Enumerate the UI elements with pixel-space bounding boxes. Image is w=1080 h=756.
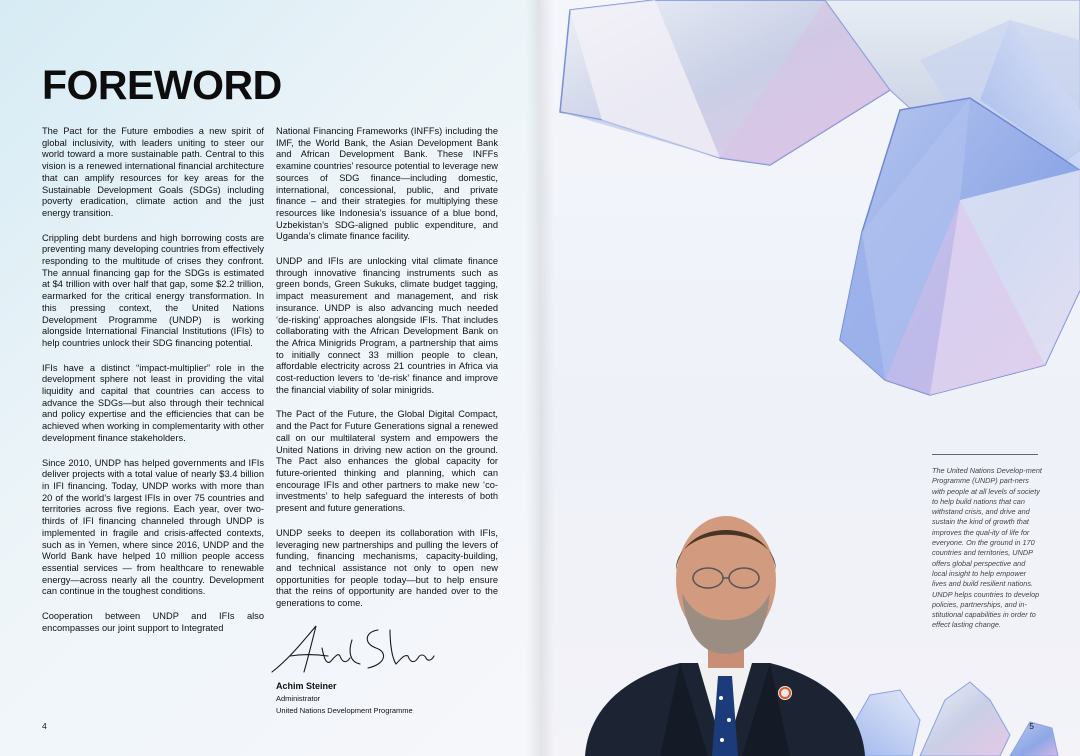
divider [932, 454, 1038, 455]
paragraph: Since 2010, UNDP has helped governments and IFIs deliver projects with a total value of nearly $3.4 billion in IFI financing. Today, UNDP works with more than 20 of the world’s largest IFIs in over 75 countries and territories across five regions. Each year, over two-thirds of IFI financing channeled through UNDP is implemented in fragile and crisis-affected contexts, such as in Yemen, where since 2016, UNDP and the World Bank have helped 10 million people access essential services — from healthcare to renewable energy—across nearly all the country. Development can continue in the toughest conditions. [42, 457, 264, 597]
signatory-organization: United Nations Development Programme [276, 706, 413, 715]
paragraph: IFIs have a distinct “impact-multiplier” role in the development sphere not least in providing the vital liquidity and capital that countries can access to advance the SDGs—but also through their technical and policy expertise and the efficiencies that can be achieved when working in complementarity with other development finance stakeholders. [42, 362, 264, 443]
paragraph: UNDP seeks to deepen its collaboration with IFIs, leveraging new partnerships and pulling the levers of funding, financing mechanisms, capacity-building, and technical assistance not only to open new opportunities for people today—but to help ensure that the reins of opportunity are handed over to the generations to come. [276, 527, 498, 609]
book-spine-shadow [526, 0, 554, 756]
signatory-name: Achim Steiner [276, 681, 337, 691]
page-number-right: 5 [1029, 721, 1034, 731]
paragraph: National Financing Frameworks (INFFs) including the IMF, the World Bank, the Asian Development Bank and African Development Bank. These INFFs examine countries’ resource potential to leverage new sources of SDG finance—including domestic, international, concessional, public, and private finance – and their strategies for multiplying these resources like Indonesia’s issuance of a blue bond, Uzbekistan’s SDG-aligned public expenditure, and Uganda’s climate finance facility. [276, 126, 498, 242]
page-number-left: 4 [42, 721, 47, 731]
paragraph: The Pact of the Future, the Global Digital Compact, and the Pact for Future Generations signal a renewed call on our multilateral system and empowers the United Nations in driving new action on the ground. The Pact also enhances the global capacity for future-oriented thinking and planning, which can encourage IFIs and other partners to make new ‘co-investments’ to help safeguard the interests of both present and future generations. [276, 409, 498, 514]
portrait-photo [580, 488, 870, 756]
paragraph: UNDP and IFIs are unlocking vital climate finance through innovative financing instruments such as green bonds, Green Sukuks, climate budget tagging, impact measurement and management, and risk insurance. UNDP is also advancing much needed ‘de-risking’ approaches alongside IFIs. That includes collaborating with the African Development Bank on the Africa Minigrids Program, a partnership that aims to initially connect 33 million people to clean, affordable electricity across 21 countries in Africa via cost-reduction levers to ‘de-risk’ finance and improve the financial viability of solar minigrids. [276, 256, 498, 395]
text-column-right [276, 126, 498, 623]
paragraph: Cooperation between UNDP and IFIs also encompasses our joint support to Integrated [42, 611, 264, 633]
signatory-title: Administrator [276, 694, 321, 703]
paragraph: Crippling debt burdens and high borrowing costs are preventing many developing countries from effectively responding to the multitude of crises they confront. The annual financing gap for the SDGs is estimated at $4 trillion with over half that gap, some $2.2 trillion, earmarked for the critical energy transformation. In this pressing context, the United Nations Development Programme (UNDP) is working alongside International Financial Institutions (IFIs) to help countries unlock their SDG financing potential. [42, 232, 264, 348]
text-column-left [42, 126, 264, 647]
signature-image [268, 618, 438, 680]
right-page [540, 0, 1080, 756]
sidebar-caption: The United Nations Develop-ment Programme (UNDP) part-ners with people at all levels of society to help build nations that can withstand crisis, and drive and sustain the kind of growth that improves the qual-ity of life for everyone. On the ground in 170 countries and territories, UNDP offers global perspective and local insight to help empower lives and build resilient nations. UNDP helps countries to develop policies, partnerships, and in-stitutional capabilities in order to effect lasting change. [932, 466, 1042, 630]
page-title: FOREWORD [42, 62, 282, 108]
paragraph: The Pact for the Future embodies a new spirit of global inclusivity, with leaders uniting to steer our world toward a more sustainable path. Central to this vision is a renewed international financial architecture that can amplify resources for key areas for the Sustainable Development Goals (SDGs) including poverty eradication, climate action and the just energy transition. [42, 126, 264, 218]
